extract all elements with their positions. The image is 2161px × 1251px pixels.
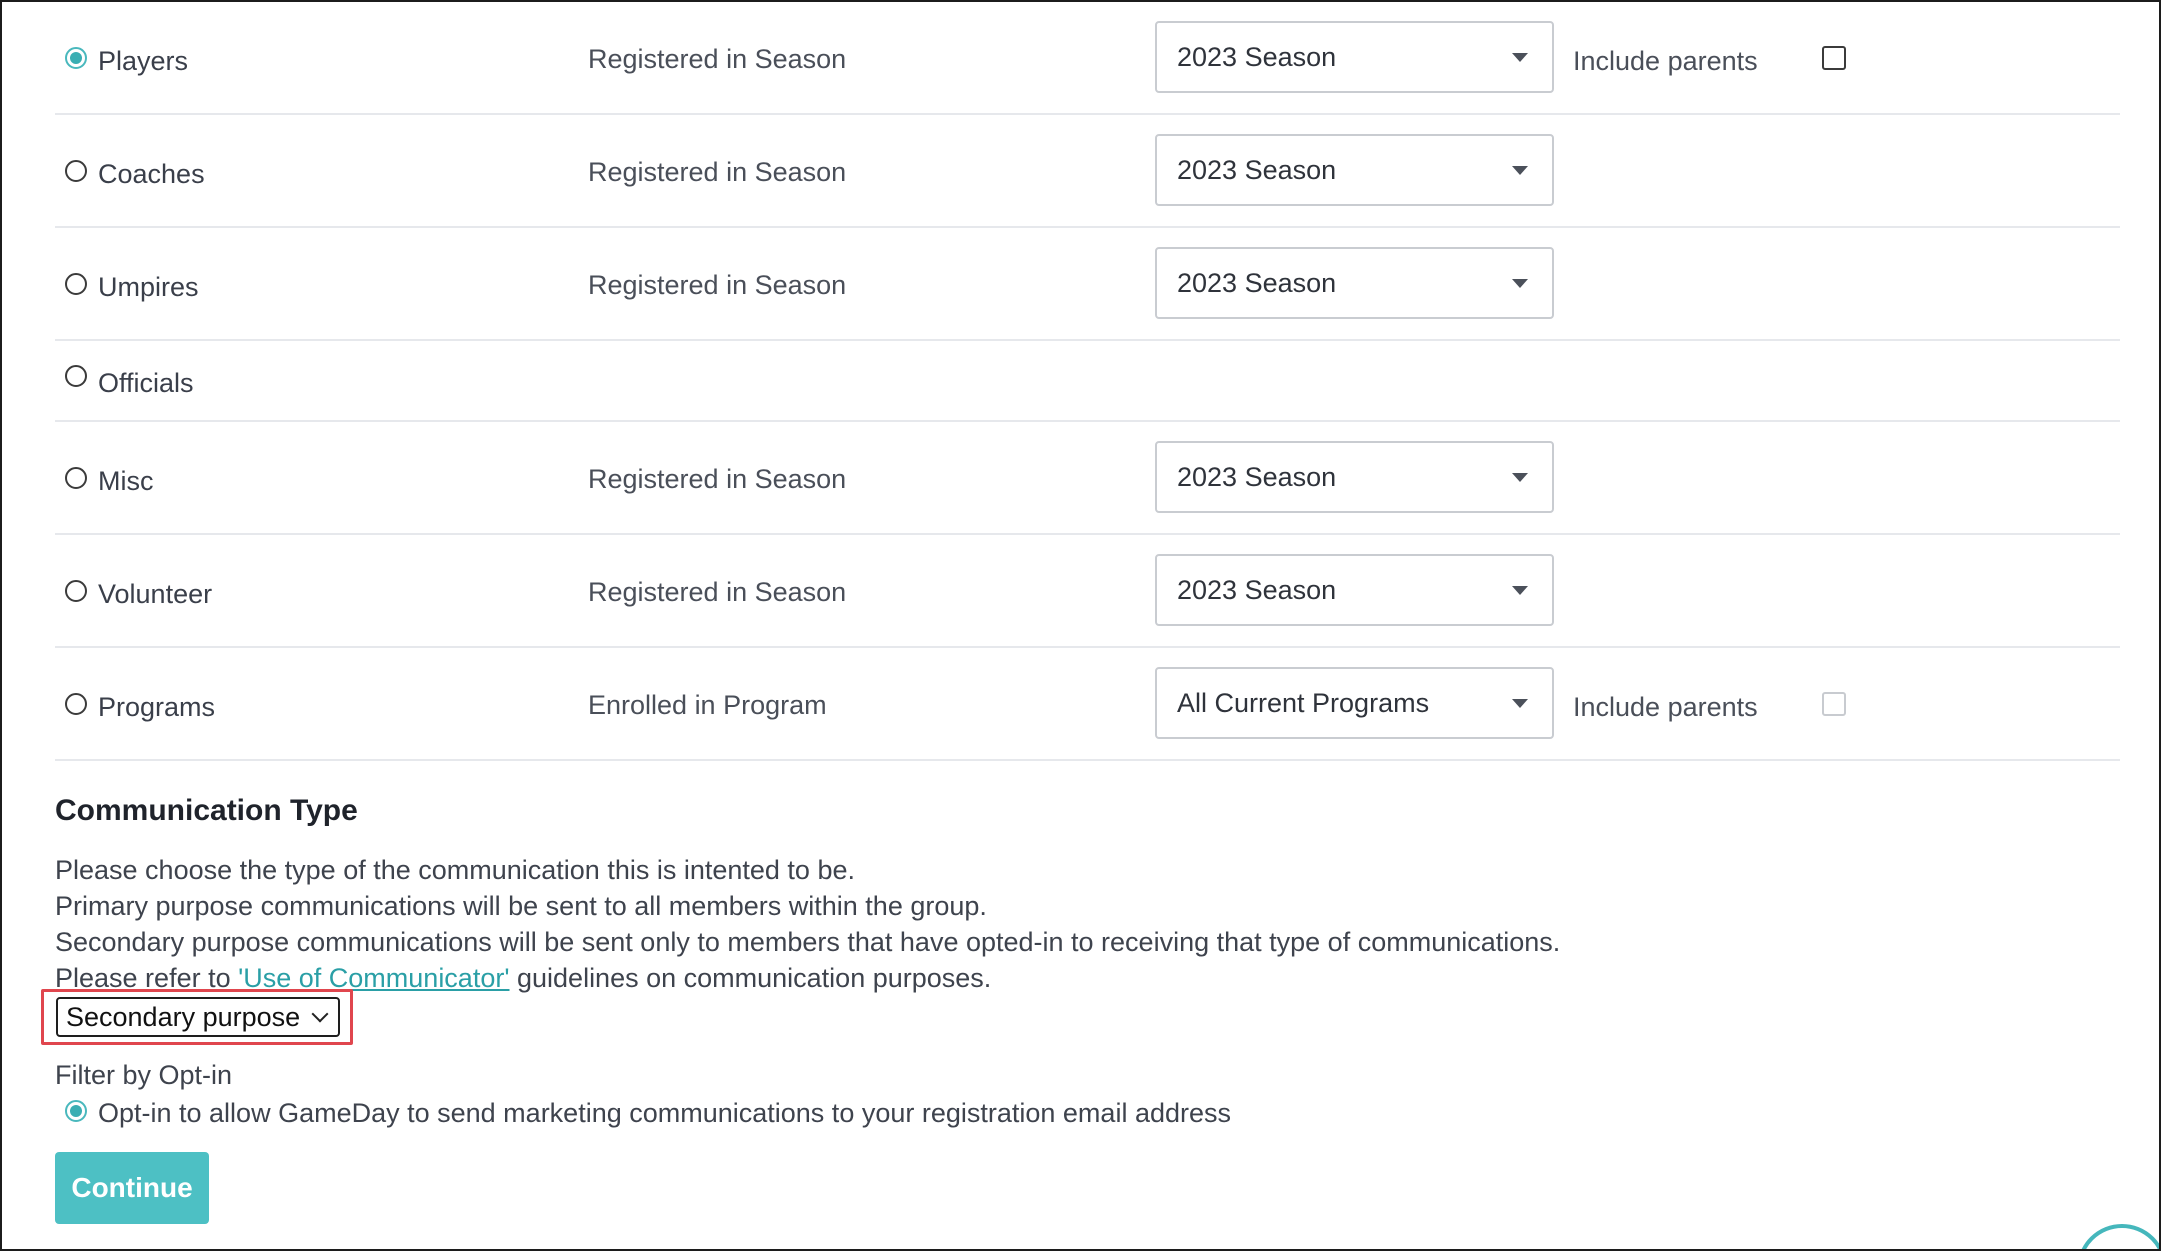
coaches-criteria: Registered in Season	[588, 157, 847, 187]
players-radio[interactable]	[65, 47, 87, 69]
umpires-season-select[interactable]	[1155, 247, 1554, 319]
use-of-communicator-link[interactable]: 'Use of Communicator'	[238, 963, 510, 993]
communication-type-heading: Communication Type	[55, 794, 358, 827]
misc-season-select[interactable]	[1155, 441, 1554, 513]
recipient-row-officials	[55, 341, 2120, 422]
volunteer-label: Volunteer	[98, 579, 213, 609]
purpose-select[interactable]	[56, 997, 340, 1037]
chevron-down-icon	[312, 1006, 329, 1023]
umpires-label: Umpires	[98, 272, 199, 302]
programs-label: Programs	[98, 692, 216, 722]
misc-season-value: 2023 Season	[1177, 462, 1337, 492]
players-include-parents-checkbox[interactable]	[1822, 46, 1846, 70]
recipient-row-coaches	[55, 115, 2120, 228]
caret-down-icon	[1512, 586, 1528, 595]
optin-label: Opt-in to allow GameDay to send marketing communications to your registration email address	[98, 1098, 1231, 1128]
recipient-row-players	[55, 2, 2120, 115]
caret-down-icon	[1512, 166, 1528, 175]
programs-include-parents-checkbox[interactable]	[1822, 692, 1846, 716]
programs-criteria: Enrolled in Program	[588, 690, 827, 720]
chat-bubble-icon[interactable]	[2077, 1224, 2161, 1251]
programs-select-value: All Current Programs	[1177, 688, 1430, 718]
continue-button[interactable]: Continue	[55, 1152, 209, 1224]
volunteer-season-value: 2023 Season	[1177, 575, 1337, 605]
communication-desc-line2: Primary purpose communications will be sent to all members within the group.	[55, 891, 987, 921]
recipient-row-misc	[55, 422, 2120, 535]
volunteer-radio[interactable]	[65, 580, 87, 602]
programs-radio[interactable]	[65, 693, 87, 715]
coaches-label: Coaches	[98, 159, 205, 189]
players-include-parents-label: Include parents	[1573, 46, 1758, 76]
communication-desc-line3: Secondary purpose communications will be sent only to members that have opted-in to receiving that type of communications.	[55, 927, 1561, 957]
programs-select[interactable]	[1155, 667, 1554, 739]
optin-radio[interactable]	[65, 1100, 87, 1122]
caret-down-icon	[1512, 53, 1528, 62]
programs-include-parents-label: Include parents	[1573, 692, 1758, 722]
coaches-season-value: 2023 Season	[1177, 155, 1337, 185]
recipient-row-programs	[55, 648, 2120, 761]
caret-down-icon	[1512, 699, 1528, 708]
umpires-season-value: 2023 Season	[1177, 268, 1337, 298]
misc-criteria: Registered in Season	[588, 464, 847, 494]
coaches-season-select[interactable]	[1155, 134, 1554, 206]
umpires-criteria: Registered in Season	[588, 270, 847, 300]
communication-desc-line1: Please choose the type of the communication this is intented to be.	[55, 855, 855, 885]
misc-radio[interactable]	[65, 467, 87, 489]
misc-label: Misc	[98, 466, 154, 496]
recipient-row-volunteer	[55, 535, 2120, 648]
caret-down-icon	[1512, 473, 1528, 482]
players-label: Players	[98, 46, 189, 76]
umpires-radio[interactable]	[65, 273, 87, 295]
caret-down-icon	[1512, 279, 1528, 288]
players-criteria: Registered in Season	[588, 44, 847, 74]
officials-radio[interactable]	[65, 365, 87, 387]
guidelines-suffix: guidelines on communication purposes.	[509, 963, 992, 993]
players-season-select[interactable]	[1155, 21, 1554, 93]
officials-label: Officials	[98, 368, 194, 398]
filter-optin-label: Filter by Opt-in	[55, 1060, 233, 1090]
coaches-radio[interactable]	[65, 160, 87, 182]
volunteer-season-select[interactable]	[1155, 554, 1554, 626]
recipient-list	[55, 2, 2120, 761]
purpose-select-value: Secondary purpose	[66, 1002, 301, 1032]
players-season-value: 2023 Season	[1177, 42, 1337, 72]
recipient-row-umpires	[55, 228, 2120, 341]
guidelines-prefix: Please refer to	[55, 963, 239, 993]
volunteer-criteria: Registered in Season	[588, 577, 847, 607]
